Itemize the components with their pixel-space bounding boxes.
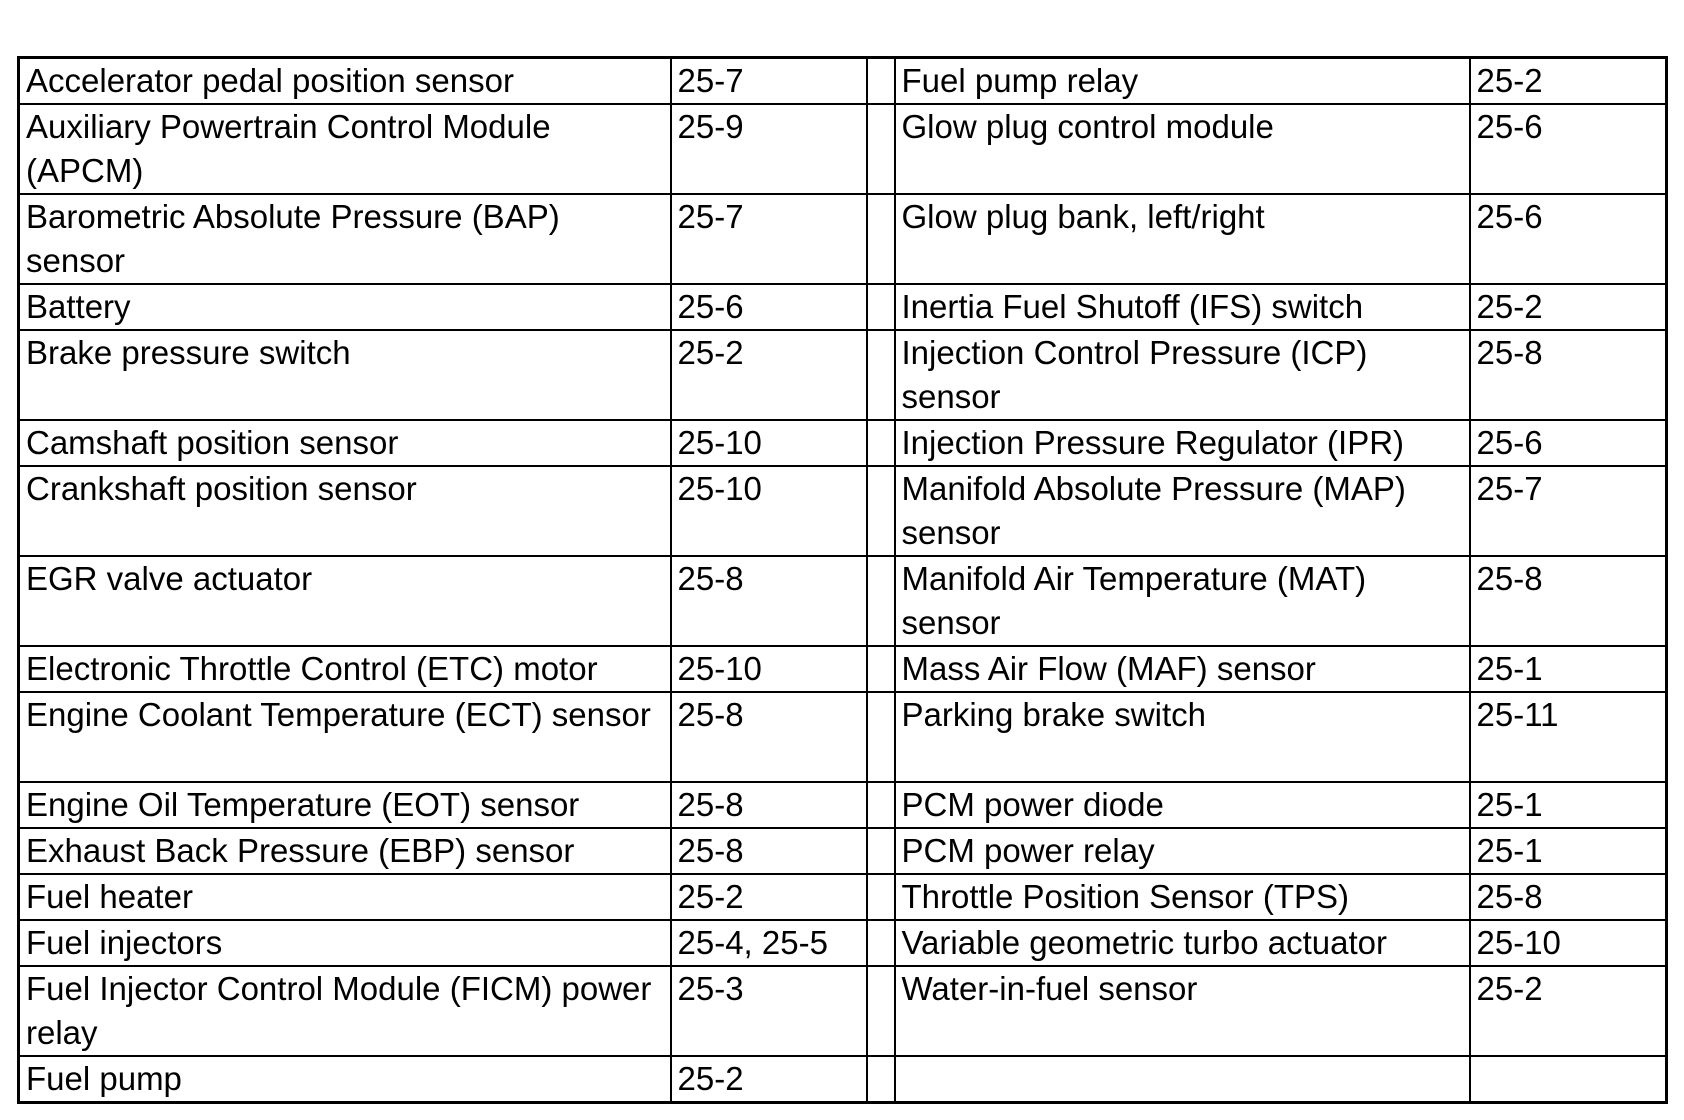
column-gap — [867, 330, 895, 420]
column-gap — [867, 58, 895, 105]
left-page-cell: 25-10 — [671, 646, 867, 692]
table-row — [19, 466, 1667, 556]
left-page-cell: 25-2 — [671, 330, 867, 420]
right-page-cell: 25-11 — [1470, 692, 1667, 782]
right-component-cell: Glow plug control module — [895, 104, 1470, 194]
right-component-cell: Variable geometric turbo actuator — [895, 920, 1470, 966]
left-component-cell: Electronic Throttle Control (ETC) motor — [19, 646, 671, 692]
column-gap — [867, 420, 895, 466]
left-page-cell: 25-7 — [671, 58, 867, 105]
table-row — [19, 966, 1667, 1056]
table-row — [19, 920, 1667, 966]
left-component-cell: Engine Coolant Temperature (ECT) sensor — [19, 692, 671, 782]
right-page-cell: 25-2 — [1470, 58, 1667, 105]
table-row — [19, 284, 1667, 330]
table-row — [19, 692, 1667, 782]
right-component-cell: Parking brake switch — [895, 692, 1470, 782]
left-page-cell: 25-6 — [671, 284, 867, 330]
left-page-cell: 25-8 — [671, 828, 867, 874]
right-page-cell: 25-6 — [1470, 194, 1667, 284]
right-component-cell: PCM power diode — [895, 782, 1470, 828]
right-component-cell: Injection Control Pressure (ICP) sensor — [895, 330, 1470, 420]
left-component-cell: Engine Oil Temperature (EOT) sensor — [19, 782, 671, 828]
right-component-cell: Throttle Position Sensor (TPS) — [895, 874, 1470, 920]
table-row — [19, 1056, 1667, 1103]
left-component-cell: EGR valve actuator — [19, 556, 671, 646]
right-page-cell: 25-2 — [1470, 966, 1667, 1056]
table-row — [19, 194, 1667, 284]
right-page-cell: 25-6 — [1470, 104, 1667, 194]
table-row — [19, 58, 1667, 105]
right-component-cell: Mass Air Flow (MAF) sensor — [895, 646, 1470, 692]
right-page-cell: 25-1 — [1470, 828, 1667, 874]
right-component-cell: Manifold Absolute Pressure (MAP) sensor — [895, 466, 1470, 556]
left-page-cell: 25-8 — [671, 556, 867, 646]
left-page-cell: 25-8 — [671, 692, 867, 782]
right-page-cell: 25-8 — [1470, 556, 1667, 646]
table-row — [19, 874, 1667, 920]
right-page-cell: 25-8 — [1470, 330, 1667, 420]
left-component-cell: Crankshaft position sensor — [19, 466, 671, 556]
right-page-cell: 25-2 — [1470, 284, 1667, 330]
column-gap — [867, 104, 895, 194]
left-component-cell: Brake pressure switch — [19, 330, 671, 420]
left-component-cell: Exhaust Back Pressure (EBP) sensor — [19, 828, 671, 874]
left-page-cell: 25-7 — [671, 194, 867, 284]
column-gap — [867, 920, 895, 966]
table-row — [19, 104, 1667, 194]
left-page-cell: 25-10 — [671, 420, 867, 466]
table-row — [19, 782, 1667, 828]
right-component-cell: PCM power relay — [895, 828, 1470, 874]
table-row — [19, 556, 1667, 646]
left-component-cell: Barometric Absolute Pressure (BAP) sensor — [19, 194, 671, 284]
column-gap — [867, 646, 895, 692]
column-gap — [867, 692, 895, 782]
left-page-cell: 25-2 — [671, 1056, 867, 1103]
right-page-cell: 25-6 — [1470, 420, 1667, 466]
column-gap — [867, 966, 895, 1056]
left-component-cell: Camshaft position sensor — [19, 420, 671, 466]
right-component-cell: Manifold Air Temperature (MAT) sensor — [895, 556, 1470, 646]
column-gap — [867, 1056, 895, 1103]
right-component-cell: Injection Pressure Regulator (IPR) — [895, 420, 1470, 466]
left-component-cell: Fuel heater — [19, 874, 671, 920]
left-page-cell: 25-3 — [671, 966, 867, 1056]
left-component-cell: Fuel Injector Control Module (FICM) power relay — [19, 966, 671, 1056]
left-component-cell: Battery — [19, 284, 671, 330]
component-page-index-table — [17, 56, 1668, 1104]
right-component-cell — [895, 1056, 1470, 1103]
left-component-cell: Auxiliary Powertrain Control Module (APCM) — [19, 104, 671, 194]
right-component-cell: Fuel pump relay — [895, 58, 1470, 105]
table-row — [19, 420, 1667, 466]
table-row — [19, 646, 1667, 692]
left-page-cell: 25-2 — [671, 874, 867, 920]
left-component-cell: Accelerator pedal position sensor — [19, 58, 671, 105]
column-gap — [867, 466, 895, 556]
right-page-cell: 25-8 — [1470, 874, 1667, 920]
column-gap — [867, 782, 895, 828]
column-gap — [867, 194, 895, 284]
right-page-cell — [1470, 1056, 1667, 1103]
right-component-cell: Water-in-fuel sensor — [895, 966, 1470, 1056]
left-component-cell: Fuel injectors — [19, 920, 671, 966]
left-page-cell: 25-9 — [671, 104, 867, 194]
table-row — [19, 828, 1667, 874]
column-gap — [867, 284, 895, 330]
right-page-cell: 25-10 — [1470, 920, 1667, 966]
column-gap — [867, 874, 895, 920]
column-gap — [867, 556, 895, 646]
left-page-cell: 25-10 — [671, 466, 867, 556]
right-page-cell: 25-1 — [1470, 782, 1667, 828]
right-page-cell: 25-1 — [1470, 646, 1667, 692]
left-page-cell: 25-4, 25-5 — [671, 920, 867, 966]
left-component-cell: Fuel pump — [19, 1056, 671, 1103]
right-component-cell: Glow plug bank, left/right — [895, 194, 1470, 284]
right-page-cell: 25-7 — [1470, 466, 1667, 556]
left-page-cell: 25-8 — [671, 782, 867, 828]
column-gap — [867, 828, 895, 874]
table-row — [19, 330, 1667, 420]
right-component-cell: Inertia Fuel Shutoff (IFS) switch — [895, 284, 1470, 330]
